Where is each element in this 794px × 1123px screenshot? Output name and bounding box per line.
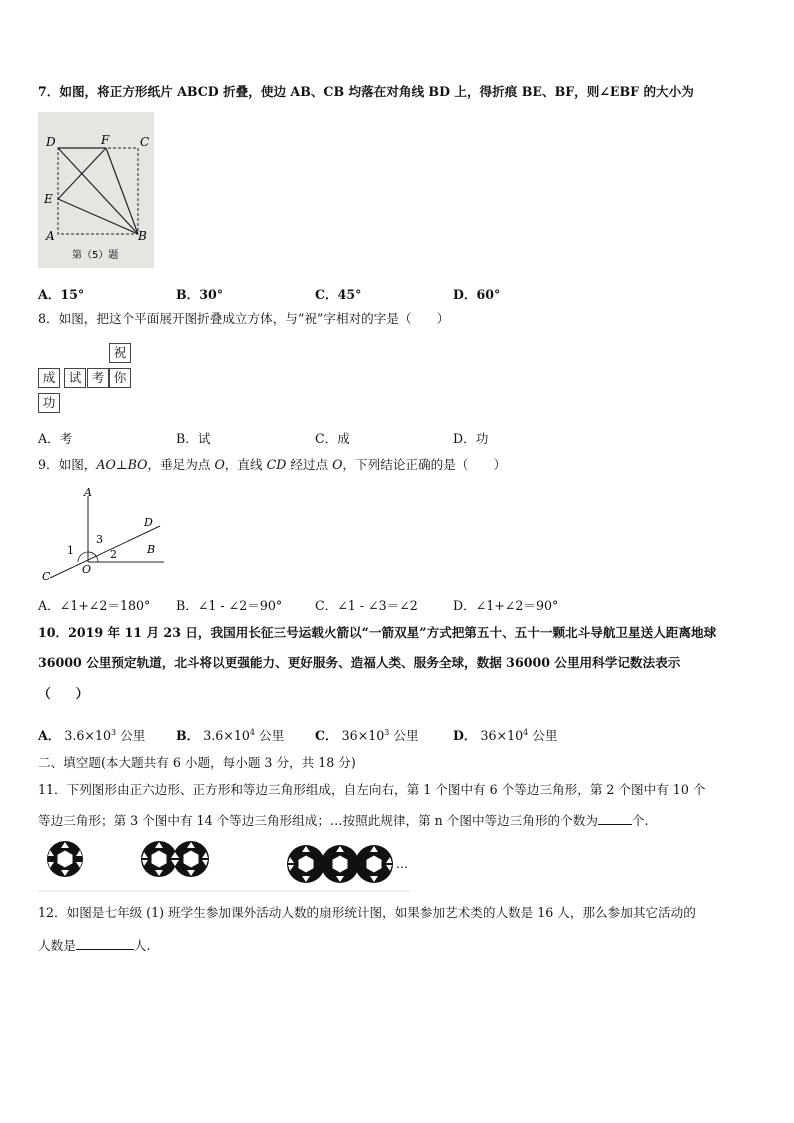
q10-option-a-mant: 3.6×10 <box>64 728 111 743</box>
q9-stem-end: ，下列结论正确的是（ ） <box>342 457 507 472</box>
q9-angle-1: 1 <box>67 544 74 557</box>
net-cell-kao: 考 <box>87 368 109 388</box>
q10-option-b-label: B． <box>176 728 200 743</box>
q7-figure <box>38 112 154 268</box>
q10-option-a-exp: 3 <box>111 727 117 737</box>
q10-option-b-mant: 3.6×10 <box>203 728 250 743</box>
q9-stem-o: O <box>214 457 225 472</box>
q9-angle-diagram <box>38 482 168 586</box>
q10-option-c[interactable] <box>315 725 419 744</box>
q8-cube-net <box>38 343 138 415</box>
q7-option-a[interactable]: A．15° <box>38 287 85 302</box>
q9-label-D: D <box>144 516 153 529</box>
pattern-3 <box>287 845 393 883</box>
label-B: B <box>138 229 147 243</box>
pattern-2 <box>141 841 209 877</box>
q10-line1: 10．2019 年 11 月 23 日，我国用长征三号运载火箭以“一箭双星”方式把第五十、五十一颗北斗导航卫星送人距离地球 <box>38 625 717 640</box>
q11-answer-blank[interactable] <box>598 813 632 825</box>
q12-answer-blank[interactable] <box>76 938 134 950</box>
q9-stem-cd: CD <box>266 457 287 472</box>
q8-option-d[interactable]: D．功 <box>453 431 489 446</box>
q11-line2-text: 等边三角形；第 3 个图中有 14 个等边三角形组成；…按照此规律，第 n 个图中等边三角形的个数为 <box>38 813 598 828</box>
q7-option-c[interactable]: C．45° <box>315 287 362 302</box>
net-cell-zhu: 祝 <box>109 343 131 363</box>
q10-option-a[interactable] <box>38 725 145 744</box>
q12-line2-text: 人数是 <box>38 938 76 953</box>
net-cell-gong: 功 <box>38 393 60 413</box>
q8-option-a[interactable]: A．考 <box>38 431 73 446</box>
q10-option-a-unit: 公里 <box>120 728 146 743</box>
q9-option-d[interactable]: D．∠1+∠2＝90° <box>453 598 559 613</box>
q9-option-c[interactable]: C．∠1 - ∠3＝∠2 <box>315 598 418 613</box>
net-cell-ni: 你 <box>109 368 131 388</box>
pattern-1 <box>47 841 83 877</box>
section-2-heading: 二、填空题(本大题共有 6 小题，每小题 3 分，共 18 分) <box>38 755 356 770</box>
q10-option-d-mant: 36×10 <box>480 728 524 743</box>
q11-line1: 11．下列图形由正六边形、正方形和等边三角形组成，自左向右，第 1 个图中有 6 个等边三角形，第 2 个图中有 10 个 <box>38 782 706 797</box>
q10-option-d[interactable] <box>453 725 557 744</box>
net-cell-shi: 试 <box>64 368 86 388</box>
q10-line3: （ ） <box>38 686 89 701</box>
q9-stem-mid3: 经过点 <box>286 457 333 472</box>
q9-stem <box>38 459 506 472</box>
q9-figure <box>38 482 168 586</box>
q12-line1: 12．如图是七年级 (1) 班学生参加课外活动人数的扇形统计图，如果参加艺术类的人数是 16 人，那么参加其它活动的 <box>38 905 696 920</box>
q10-option-d-label: D． <box>453 728 477 743</box>
q10-option-a-label: A． <box>38 728 61 743</box>
q8-stem: 8．如图，把这个平面展开图折叠成立方体，与“祝”字相对的字是（ ） <box>38 311 450 326</box>
q9-label-A: A <box>84 486 92 499</box>
q9-angle-3: 3 <box>96 533 103 546</box>
label-F: F <box>101 133 110 147</box>
q9-stem-prefix: 9．如图， <box>38 457 97 472</box>
label-D: D <box>46 135 56 149</box>
pattern-ellipsis: … <box>396 857 408 871</box>
q10-line2: 36000 公里预定轨道，北斗将以更强能力、更好服务、造福人类、服务全球，数据 36000 公里用科学记数法表示 <box>38 655 681 670</box>
q9-option-b[interactable]: B．∠1 - ∠2＝90° <box>176 598 283 613</box>
q9-stem-o2: O <box>332 457 343 472</box>
label-E: E <box>44 192 53 206</box>
q10-option-b-exp: 4 <box>249 727 255 737</box>
q9-stem-mid: ，垂足为点 <box>147 457 215 472</box>
q11-line2 <box>38 813 649 828</box>
q10-option-c-label: C． <box>315 728 338 743</box>
q11-pattern-figure <box>38 838 410 892</box>
q8-option-b[interactable]: B．试 <box>176 431 211 446</box>
label-C: C <box>140 135 150 149</box>
q11-pattern-svg <box>38 838 410 892</box>
q12-line2-end: 人. <box>133 938 151 953</box>
q10-option-d-unit: 公里 <box>532 728 558 743</box>
q7-square-diagram <box>38 112 154 268</box>
q9-label-C: C <box>42 570 51 583</box>
q10-option-c-mant: 36×10 <box>341 728 385 743</box>
q10-option-c-unit: 公里 <box>393 728 419 743</box>
q7-option-b[interactable]: B．30° <box>176 287 224 302</box>
q9-stem-math: AO⊥BO <box>96 457 148 472</box>
label-A: A <box>46 229 55 243</box>
net-cell-cheng: 成 <box>38 368 60 388</box>
q7-caption: 第（5）题 <box>72 250 119 261</box>
q12-line2 <box>38 938 150 953</box>
q11-line2-end: 个. <box>631 813 649 828</box>
q10-option-b-unit: 公里 <box>258 728 285 743</box>
q8-option-c[interactable]: C．成 <box>315 431 350 446</box>
q9-angle-2: 2 <box>110 548 117 561</box>
q10-option-b[interactable] <box>176 725 284 744</box>
q9-stem-mid2: ，直线 <box>224 457 267 472</box>
q10-option-c-exp: 3 <box>384 727 390 737</box>
q9-label-B: B <box>147 543 156 556</box>
q9-label-O: O <box>82 563 92 576</box>
q9-option-a[interactable]: A．∠1+∠2＝180° <box>38 598 151 613</box>
q10-option-d-exp: 4 <box>523 727 529 737</box>
q7-stem: 7．如图，将正方形纸片 ABCD 折叠，使边 AB、CB 均落在对角线 BD 上，得折痕 BE、BF，则∠EBF 的大小为 <box>38 84 694 99</box>
q7-option-d[interactable]: D．60° <box>453 287 501 302</box>
